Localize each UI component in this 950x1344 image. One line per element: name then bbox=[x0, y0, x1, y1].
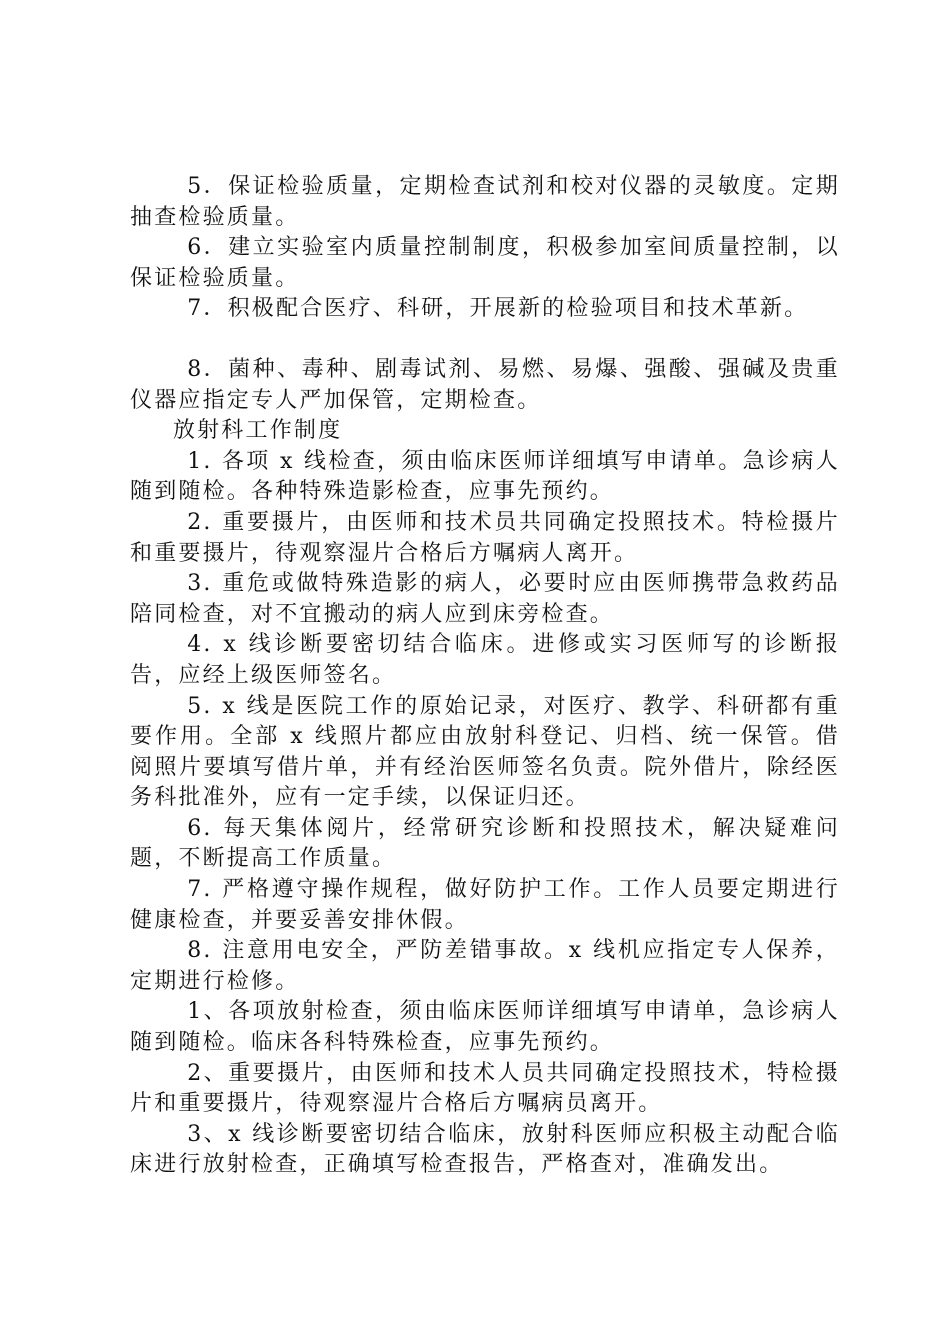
paragraph-lab-7: 7．积极配合医疗、科研，开展新的检验项目和技术革新。 bbox=[187, 296, 809, 322]
paragraph-radiology-3: 3. 重危或做特殊造影的病人，必要时应由医师携带急救药品陪同检查，对不宜搬动的病人应到床旁检查。 bbox=[130, 571, 840, 627]
paragraph-radiology-2: 2. 重要摄片，由医师和技术员共同确定投照技术。特检摄片和重要摄片，待观察湿片合格后方嘱病人离开。 bbox=[130, 509, 840, 566]
section-heading: 放射科工作制度 bbox=[172, 418, 343, 444]
paragraph-radiology-6: 6. 每天集体阅片，经常研究诊断和投照技术，解决疑难问题，不断提高工作质量。 bbox=[130, 815, 840, 872]
paragraph-lab-8: 8．菌种、毒种、剧毒试剂、易燃、易爆、强酸、强碱及贵重仪器应指定专人严加保管，定期检查。 bbox=[130, 356, 840, 413]
paragraph-lab-5: 5．保证检验质量，定期检查试剂和校对仪器的灵敏度。定期抽查检验质量。 bbox=[130, 174, 840, 230]
paragraph-alt-3: 3、x 线诊断要密切结合临床，放射科医师应积极主动配合临床进行放射检查，正确填写检查报告，严格查对，准确发出。 bbox=[130, 1121, 840, 1178]
paragraph-radiology-7: 7. 严格遵守操作规程，做好防护工作。工作人员要定期进行健康检查，并要妥善安排休假。 bbox=[130, 877, 840, 933]
paragraph-radiology-5: 5. x 线是医院工作的原始记录，对医疗、教学、科研都有重要作用。全部 x 线照片都应由放射科登记、归档、统一保管。借阅照片要填写借片单，并有经治医师签名负责。院外借片，除经医务科批准外，应有一定手续，以保证归还。 bbox=[130, 693, 840, 811]
document-body bbox=[130, 172, 840, 1181]
paragraph-alt-1: 1、各项放射检查，须由临床医师详细填写申请单，急诊病人随到随检。临床各科特殊检查，应事先预约。 bbox=[130, 999, 840, 1056]
paragraph-alt-2: 2、重要摄片，由医师和技术人员共同确定投照技术，特检摄片和重要摄片，待观察湿片合格后方嘱病员离开。 bbox=[130, 1060, 840, 1117]
paragraph-radiology-4: 4. x 线诊断要密切结合临床。进修或实习医师写的诊断报告，应经上级医师签名。 bbox=[130, 632, 840, 688]
paragraph-lab-6: 6．建立实验室内质量控制制度，积极参加室间质量控制，以保证检验质量。 bbox=[130, 235, 840, 291]
paragraph-radiology-8: 8. 注意用电安全，严防差错事故。x 线机应指定专人保养，定期进行检修。 bbox=[130, 938, 840, 994]
paragraph-radiology-1: 1. 各项 x 线检查，须由临床医师详细填写申请单。急诊病人随到随检。各种特殊造影检查，应事先预约。 bbox=[130, 448, 840, 505]
